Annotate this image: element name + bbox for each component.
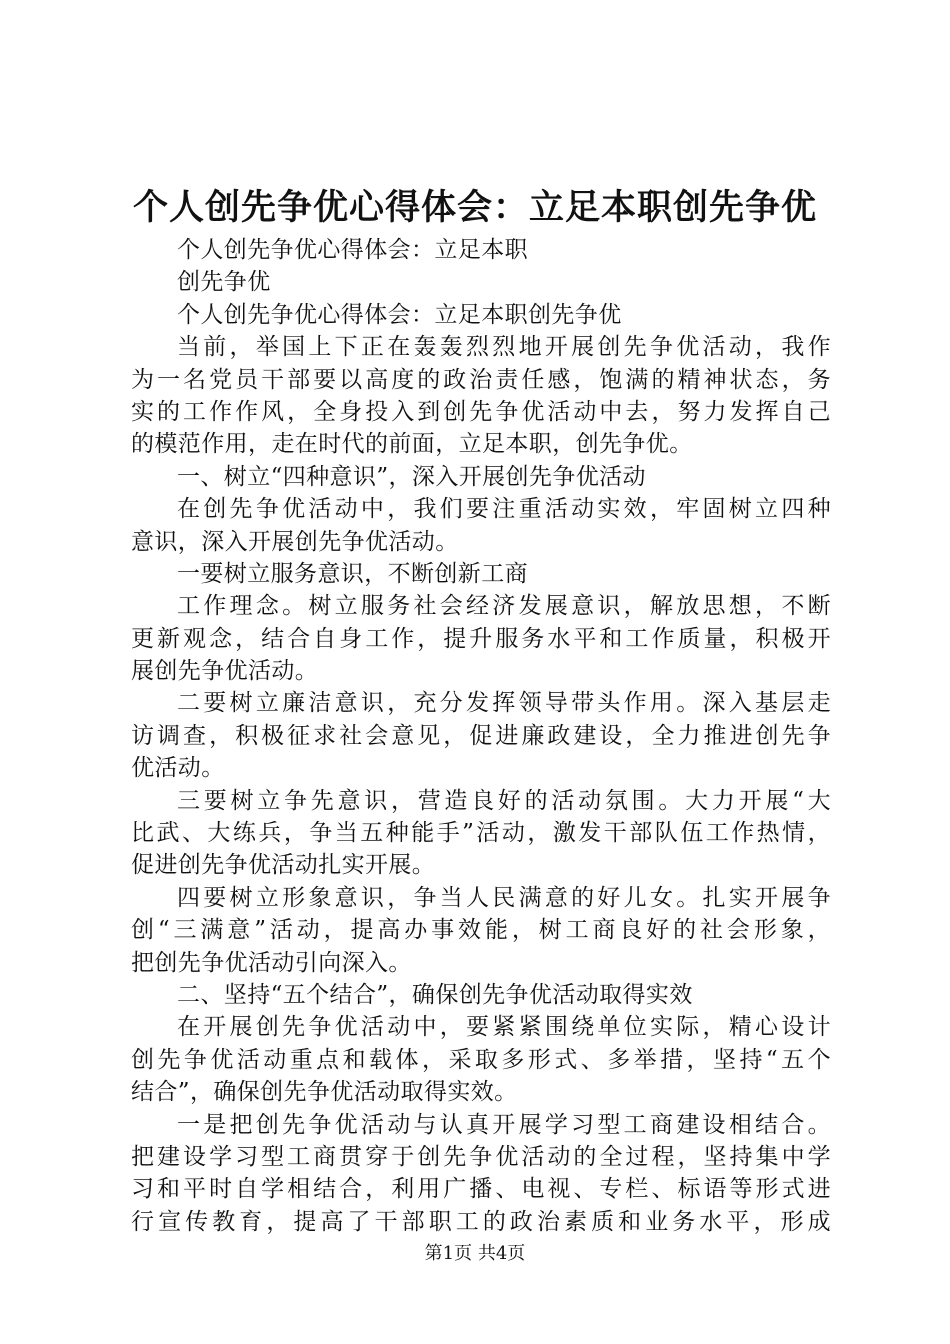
- text-line: 实的工作作风，全身投入到创先争优活动中去，努力发挥自己: [131, 398, 831, 425]
- text-line: 在开展创先争优活动中，要紧紧围绕单位实际，精心设计: [177, 1014, 831, 1041]
- text-line: 创先争优活动重点和载体，采取多形式、多举措，坚持“五个: [131, 1046, 831, 1073]
- document-body: [131, 234, 831, 1238]
- text-line: 访调查，积极征求社会意见，促进廉政建设，全力推进创先争: [131, 722, 831, 749]
- text-line: 把建设学习型工商贯穿于创先争优活动的全过程，坚持集中学: [131, 1143, 831, 1170]
- text-line: 当前，举国上下正在轰轰烈烈地开展创先争优活动，我作: [177, 334, 831, 361]
- section-heading: 一、树立“四种意识”，深入开展创先争优活动: [177, 463, 646, 490]
- text-line: 四要树立形象意识，争当人民满意的好儿女。扎实开展争: [177, 884, 831, 911]
- text-line: 在创先争优活动中，我们要注重活动实效，牢固树立四种: [177, 496, 831, 523]
- text-line: 个人创先争优心得体会：立足本职: [177, 237, 528, 263]
- text-line: 结合”，确保创先争优活动取得实效。: [131, 1079, 518, 1106]
- text-line: 习和平时自学相结合，利用广播、电视、专栏、标语等形式进: [131, 1176, 831, 1203]
- text-line: 优活动。: [131, 755, 225, 782]
- text-line: 创先争优: [177, 269, 271, 296]
- page-number: 第1页 共4页: [424, 1243, 526, 1264]
- text-line: 促进创先争优活动扎实开展。: [131, 852, 436, 879]
- text-line: 的模范作用，走在时代的前面，立足本职，创先争优。: [131, 431, 693, 458]
- text-line: 展创先争优活动。: [131, 658, 319, 685]
- text-line: 更新观念，结合自身工作，提升服务水平和工作质量，积极开: [131, 625, 831, 652]
- text-line: 比武、大练兵，争当五种能手”活动，激发干部队伍工作热情，: [131, 820, 831, 847]
- document-title: 个人创先争优心得体会：立足本职创先争优: [132, 187, 817, 228]
- text-line: 二要树立廉洁意识，充分发挥领导带头作用。深入基层走: [177, 690, 831, 717]
- text-line: 工作理念。树立服务社会经济发展意识，解放思想，不断: [177, 593, 831, 620]
- text-line: 行宣传教育，提高了干部职工的政治素质和业务水平，形成: [131, 1208, 831, 1235]
- text-line: 三要树立争先意识，营造良好的活动氛围。大力开展“大: [177, 787, 831, 814]
- text-line: 个人创先争优心得体会：立足本职创先争优: [177, 301, 622, 328]
- text-line: 创“三满意”活动，提高办事效能，树工商良好的社会形象，: [131, 917, 831, 944]
- text-line: 一要树立服务意识，不断创新工商: [177, 560, 528, 587]
- text-line: 一是把创先争优活动与认真开展学习型工商建设相结合。: [177, 1111, 831, 1138]
- text-line: 把创先争优活动引向深入。: [131, 949, 412, 976]
- section-heading: 二、坚持“五个结合”，确保创先争优活动取得实效: [177, 981, 693, 1008]
- text-line: 意识，深入开展创先争优活动。: [131, 528, 459, 555]
- text-line: 为一名党员干部要以高度的政治责任感，饱满的精神状态，务: [131, 366, 831, 393]
